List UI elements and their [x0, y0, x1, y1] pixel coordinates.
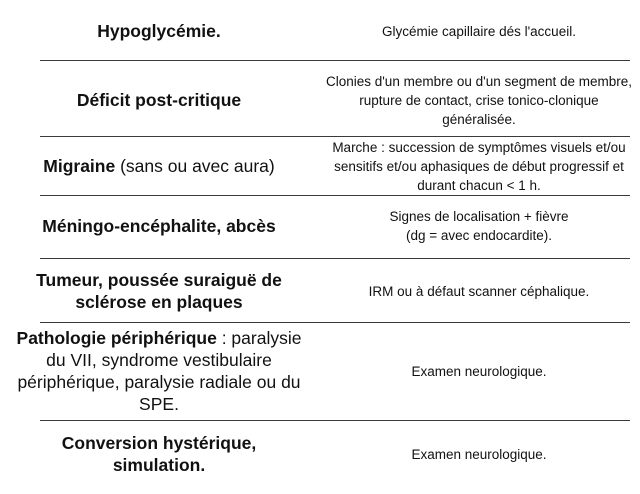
table-row [0, 4, 640, 58]
condition-cell [0, 64, 318, 136]
condition-name: Hypoglycémie. [97, 21, 221, 41]
table-row [0, 424, 640, 484]
condition-note: : paralysie du VII, syndrome vestibulaire périphérique, paralysie radiale ou du SPE. [17, 328, 302, 414]
table-row [0, 64, 640, 136]
row-divider [40, 322, 630, 323]
row-divider [40, 258, 630, 259]
detail-cell [318, 324, 640, 418]
condition-name: Méningo-encéphalite, abcès [42, 216, 276, 236]
condition-note: (sans ou avec aura) [115, 156, 275, 176]
condition-cell [0, 424, 318, 484]
detail-text: Clonies d'un membre ou d'un segment de membre, rupture de contact, crise tonico-clonique généralisée. [325, 73, 633, 127]
condition-name: Migraine [43, 156, 116, 176]
table-row [0, 138, 640, 194]
condition-name: Tumeur, poussée suraiguë de sclérose en plaques [36, 270, 282, 312]
condition-cell [0, 4, 318, 58]
row-divider [40, 420, 630, 421]
detail-cell [318, 424, 640, 484]
detail-text: Marche : succession de symptômes visuels et/ou sensitifs et/ou aphasiques de début progressif et durant chacun < 1 h. [332, 139, 626, 193]
detail-text: Glycémie capillaire dés l'accueil. [382, 23, 576, 39]
table-row [0, 198, 640, 254]
detail-cell [318, 4, 640, 58]
row-divider [40, 60, 630, 61]
condition-cell [0, 262, 318, 320]
table-row [0, 262, 640, 320]
condition-cell [0, 198, 318, 254]
condition-name: Déficit post-critique [76, 90, 242, 110]
table-row [0, 324, 640, 418]
detail-cell [318, 138, 640, 194]
detail-text: IRM ou à défaut scanner céphalique. [368, 283, 590, 299]
condition-cell [0, 324, 318, 418]
detail-text: Signes de localisation + fièvre (dg = avec endocardite). [389, 209, 569, 243]
condition-name: Pathologie périphérique [16, 328, 217, 348]
detail-cell [318, 64, 640, 136]
condition-cell [0, 138, 318, 194]
detail-text: Examen neurologique. [411, 363, 547, 379]
condition-name: Conversion hystérique, simulation. [61, 433, 257, 475]
detail-cell [318, 262, 640, 320]
row-divider [40, 195, 630, 196]
detail-text: Examen neurologique. [411, 446, 547, 462]
detail-cell [318, 198, 640, 254]
